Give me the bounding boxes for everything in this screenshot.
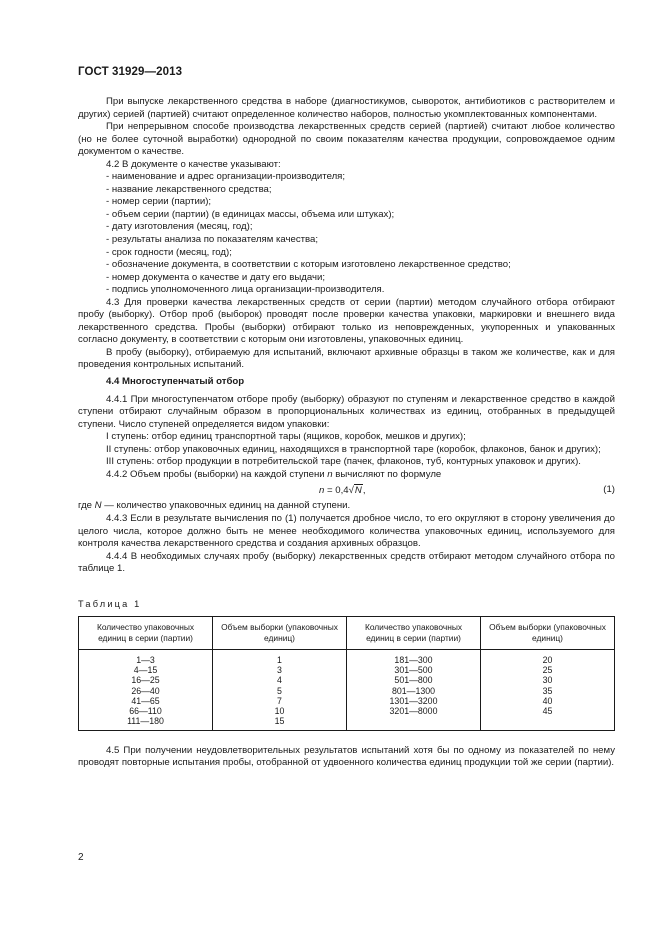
- paragraph-4-4-1: 4.4.1 При многоступенчатом отборе пробу (выборку) образуют по ступеням и лекарственное средство в каждой ступени отбирают случайным образом в пропорциональных количествах из единиц, отобранных в предыдущей ступени. Число ступеней определяется видом упаковки:: [78, 393, 615, 430]
- page-number: 2: [78, 852, 84, 863]
- paragraph: При непрерывном способе производства лекарственных средств серией (партией) считают любое количество (но не более суточной выработки) однородной по своим показателям качества продукции, сопровождаемое одним документом о качестве.: [78, 121, 615, 158]
- list-item: - результаты анализа по показателям качества;: [106, 234, 319, 246]
- cell-value: 501—800: [394, 675, 433, 686]
- cell-value: 20: [542, 655, 553, 666]
- table-cell-lot-size: [347, 650, 481, 731]
- variable-N: N: [94, 500, 102, 512]
- where-text: где: [78, 500, 95, 512]
- cell-value: 25: [542, 665, 553, 676]
- cell-value: 5: [277, 685, 282, 696]
- cell-value: 66—110: [129, 705, 162, 716]
- cell-value: 801—1300: [391, 685, 436, 696]
- table-header-row: [79, 617, 615, 650]
- cell-value: 15: [274, 715, 285, 726]
- cell-value: 1: [277, 655, 282, 666]
- cell-value: 40: [542, 695, 553, 706]
- cell-value: 16—25: [131, 675, 160, 686]
- list-item: - срок годности (месяц, год);: [106, 246, 232, 258]
- sqrt-icon: √: [348, 485, 354, 497]
- cell-value: 30: [542, 675, 553, 686]
- list-item: - название лекарственного средства;: [106, 183, 272, 195]
- table-row: [79, 650, 615, 731]
- paragraph-4-4-4: 4.4.4 В необходимых случаях пробу (выборку) лекарственных средств отбирают методом случайного отбора по таблице 1.: [78, 550, 615, 575]
- list-item: - дату изготовления (месяц, год);: [106, 221, 253, 233]
- stage-item: I ступень: отбор единиц транспортной тары (ящиков, коробок, мешков и других);: [106, 431, 466, 443]
- cell-value: 4—15: [133, 665, 158, 676]
- section-heading-4-4: 4.4 Многоступенчатый отбор: [106, 376, 245, 388]
- list-item: - номер серии (партии);: [106, 196, 212, 208]
- list-item: - номер документа о качестве и дату его выдачи;: [106, 271, 325, 283]
- variable-n: n: [327, 468, 333, 480]
- paragraph-text: вычисляют по формуле: [332, 468, 442, 480]
- cell-value: 1—3: [136, 655, 155, 666]
- cell-value: 3201—8000: [389, 705, 438, 716]
- list-item: - наименование и адрес организации-производителя;: [106, 171, 346, 183]
- table-header-cell: Объем выборки (упаковочных единиц): [213, 617, 347, 650]
- list-item: - подпись уполномоченного лица организации-производителя.: [106, 284, 385, 296]
- formula-tail: ,: [362, 485, 366, 497]
- equation-number: (1): [603, 484, 615, 496]
- cell-value: 7: [277, 695, 282, 706]
- paragraph-text: 4.4.2 Объем пробы (выборки) на каждой ступени: [106, 468, 328, 480]
- list-item: - обозначение документа, в соответствии с которым изготовлено лекарственное средство;: [106, 259, 511, 271]
- paragraph: При выпуске лекарственного средства в наборе (диагностикумов, сывороток, антибиотиков с растворителем и других) серией (партией) считают определенное количество наборов, полностью укомплектованных компонентами.: [78, 96, 615, 120]
- cell-value: 301—500: [394, 665, 433, 676]
- paragraph-4-4-2: [78, 469, 615, 482]
- paragraph-4-4-3: 4.4.3 Если в результате вычисления по (1) получается дробное число, то его округляют в сторону увеличения до целого числа, которое должно быть не менее необходимого количества упаковочных единиц, используемого для контроля качества лекарственного средства и создания архивных образцов.: [78, 512, 615, 550]
- formula-lhs: n: [319, 485, 325, 497]
- table-cell-sample-size: [213, 650, 347, 731]
- cell-value: 41—65: [131, 695, 160, 706]
- formula-radicand: N: [354, 485, 362, 497]
- table-cell-lot-size: [79, 650, 213, 731]
- cell-value: 3: [277, 665, 282, 676]
- cell-value: 181—300: [394, 655, 433, 666]
- table-header-cell: Объем выборки (упаковочных единиц): [481, 617, 615, 650]
- sample-size-table: [78, 616, 615, 731]
- cell-value: 1301—3200: [389, 695, 438, 706]
- paragraph-4-2: 4.2 В документе о качестве указывают:: [106, 158, 281, 170]
- formula-row: [78, 484, 615, 498]
- cell-value: 45: [542, 705, 553, 716]
- list-item: - объем серии (партии) (в единицах массы, объема или штуках);: [106, 208, 395, 220]
- formula-explanation: [78, 500, 615, 513]
- document-body: [78, 96, 615, 770]
- cell-value: 111—180: [127, 715, 164, 726]
- paragraph-4-3: 4.3 Для проверки качества лекарственных средств от серии (партии) методом случайного отбора отбирают пробу (выборку). Отбор проб (выборок) проводят после проверки качества упаковки, маркировки и внешнего вида лекарственного средства. Пробы (выборки) отбирают только из неповрежденных, укупоренных и упакованных согласно документу, в соответствии с которым они изготовлены, упаковочных единиц.: [78, 296, 615, 346]
- where-text: — количество упаковочных единиц на данной ступени.: [101, 500, 351, 512]
- paragraph: В пробу (выборку), отбираемую для испытаний, включают архивные образцы в таком же количестве, как и для проведения контрольных испытаний.: [78, 346, 615, 371]
- formula: [319, 484, 366, 498]
- table-header-cell: Количество упаковочных единиц в серии (партии): [79, 617, 213, 650]
- page-header: ГОСТ 31929—2013: [78, 66, 183, 78]
- cell-value: 35: [542, 685, 553, 696]
- cell-value: 4: [277, 675, 282, 686]
- table-cell-sample-size: [481, 650, 615, 731]
- cell-value: 10: [274, 705, 285, 716]
- table-header-cell: Количество упаковочных единиц в серии (партии): [347, 617, 481, 650]
- stage-item: III ступень: отбор продукции в потребительской таре (пачек, флаконов, туб, контурных упаковок и других).: [106, 456, 581, 468]
- paragraph-4-5: 4.5 При получении неудовлетворительных результатов испытаний хотя бы по одному из показателей по нему проводят повторные испытания пробы, отобранной от удвоенного количества единиц продукции той же серии (партии).: [78, 744, 615, 769]
- cell-value: 26—40: [131, 685, 160, 696]
- table-caption: Таблица 1: [78, 598, 142, 609]
- stage-item: II ступень: отбор упаковочных единиц, находящихся в транспортной таре (коробок, флаконов, банок и других);: [106, 443, 601, 455]
- formula-coefficient: = 0,4: [324, 485, 349, 497]
